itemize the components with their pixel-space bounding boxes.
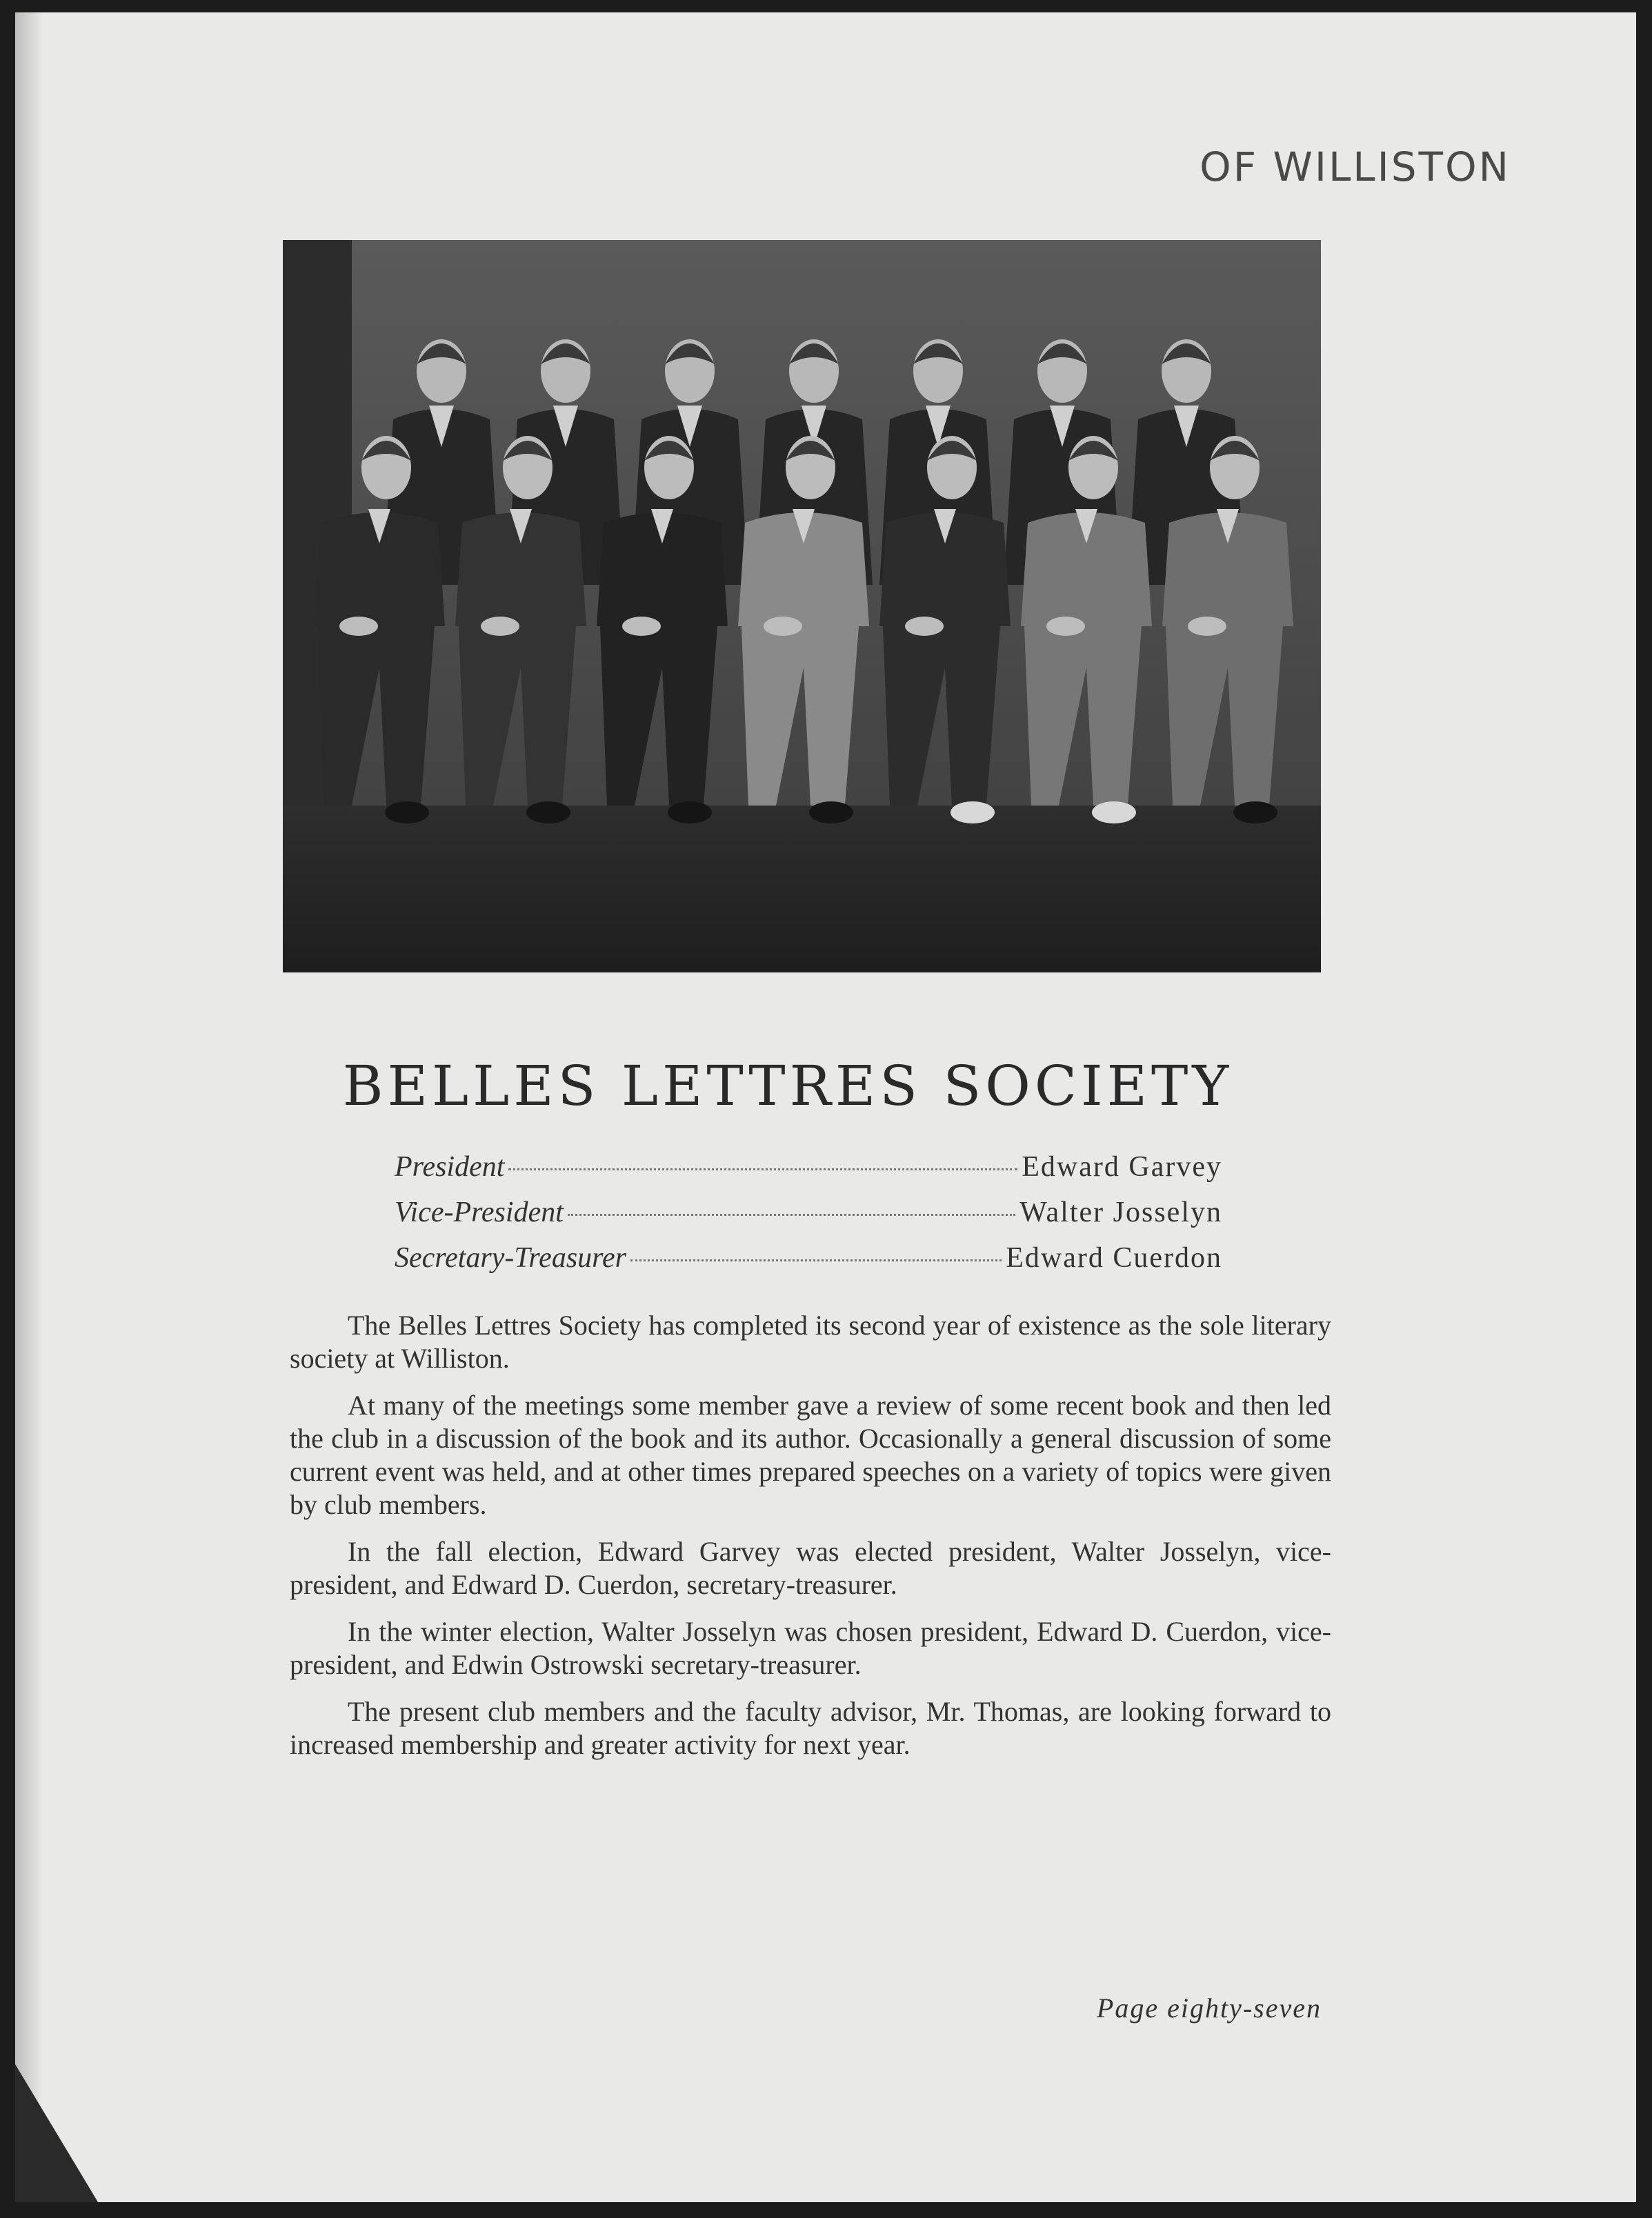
officers-list [395, 1150, 1222, 1287]
photo-floor [283, 806, 1321, 972]
group-photo [283, 240, 1321, 972]
paragraph: In the winter election, Walter Josselyn was chosen president, Edward D. Cuerdon, vice-president, and Edwin Ostrowski secretary-treasurer. [290, 1616, 1331, 1680]
page-title: BELLES LETTRES SOCIETY [342, 1054, 1233, 1118]
dot-leader [508, 1168, 1017, 1170]
group-photo-image [283, 240, 1321, 972]
officer-row-president [395, 1150, 1222, 1196]
yearbook-page [15, 12, 1636, 2202]
officer-name: Edward Garvey [1022, 1151, 1222, 1183]
officer-role: Vice-President [395, 1197, 564, 1228]
dot-leader [630, 1259, 1002, 1261]
officer-role: President [395, 1151, 505, 1183]
article-body [290, 1309, 1331, 1775]
paragraph: In the fall election, Edward Garvey was elected president, Walter Josselyn, vice-president, and Edward D. Cuerdon, secretary-treasurer. [290, 1536, 1331, 1600]
officer-name: Edward Cuerdon [1006, 1242, 1222, 1274]
running-head: OF WILLISTON [1200, 143, 1511, 190]
page-number: Page eighty-seven [1096, 1992, 1322, 2024]
paragraph: The present club members and the faculty advisor, Mr. Thomas, are looking forward to increased membership and greater activity for next year. [290, 1696, 1331, 1760]
officer-row-vice-president [395, 1196, 1222, 1241]
officer-name: Walter Josselyn [1019, 1197, 1222, 1228]
officer-role: Secretary-Treasurer [395, 1242, 626, 1274]
dot-leader [568, 1214, 1015, 1216]
officer-row-secretary-treasurer [395, 1241, 1222, 1287]
paragraph: At many of the meetings some member gave a review of some recent book and then led the club in a discussion of the book and its author. Occasionally a general discussion of some current event was held, and at other times prepared speeches on a variety of topics were given by club members. [290, 1390, 1331, 1520]
paragraph: The Belles Lettres Society has completed its second year of existence as the sole literary society at Williston. [290, 1310, 1331, 1374]
torn-corner [15, 2064, 98, 2202]
